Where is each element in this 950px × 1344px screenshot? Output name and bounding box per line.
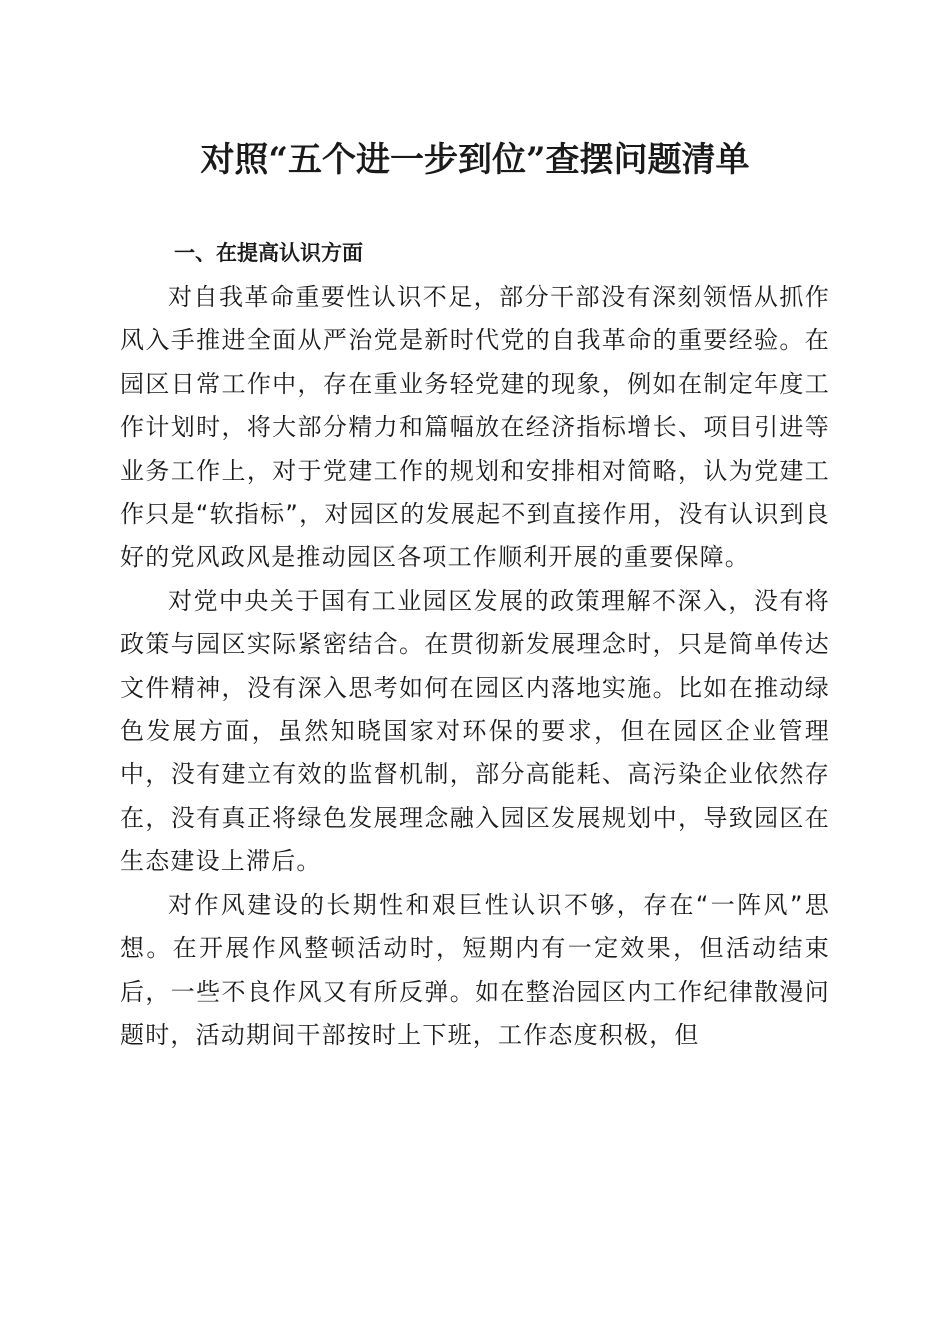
section-heading: 一、在提高认识方面 [174,241,363,265]
section-body [120,276,830,1057]
paragraph: 对自我革命重要性认识不足，部分干部没有深刻领悟从抓作风入手推进全面从严治党是新时代党的自我革命的重要经验。在园区日常工作中，存在重业务轻党建的现象，例如在制定年度工作计划时，将大部分精力和篇幅放在经济指标增长、项目引进等业务工作上，对于党建工作的规划和安排相对简略，认为党建工作只是“软指标”，对园区的发展起不到直接作用，没有认识到良好的党风政风是推动园区各项工作顺利开展的重要保障。 [120,283,830,572]
document-title: 对照“五个进一步到位”查摆问题清单 [200,140,750,180]
paragraph: 对作风建设的长期性和艰巨性认识不够，存在“一阵风”思想。在开展作风整顿活动时，短期内有一定效果，但活动结束后，一些不良作风又有所反弹。如在整治园区内工作纪律散漫问题时，活动期间干部按时上下班，工作态度积极，但 [120,890,830,1049]
paragraph: 对党中央关于国有工业园区发展的政策理解不深入，没有将政策与园区实际紧密结合。在贯彻新发展理念时，只是简单传达文件精神，没有深入思考如何在园区内落地实施。比如在推动绿色发展方面，虽然知晓国家对环保的要求，但在园区企业管理中，没有建立有效的监督机制，部分高能耗、高污染企业依然存在，没有真正将绿色发展理念融入园区发展规划中，导致园区在生态建设上滞后。 [120,586,830,876]
